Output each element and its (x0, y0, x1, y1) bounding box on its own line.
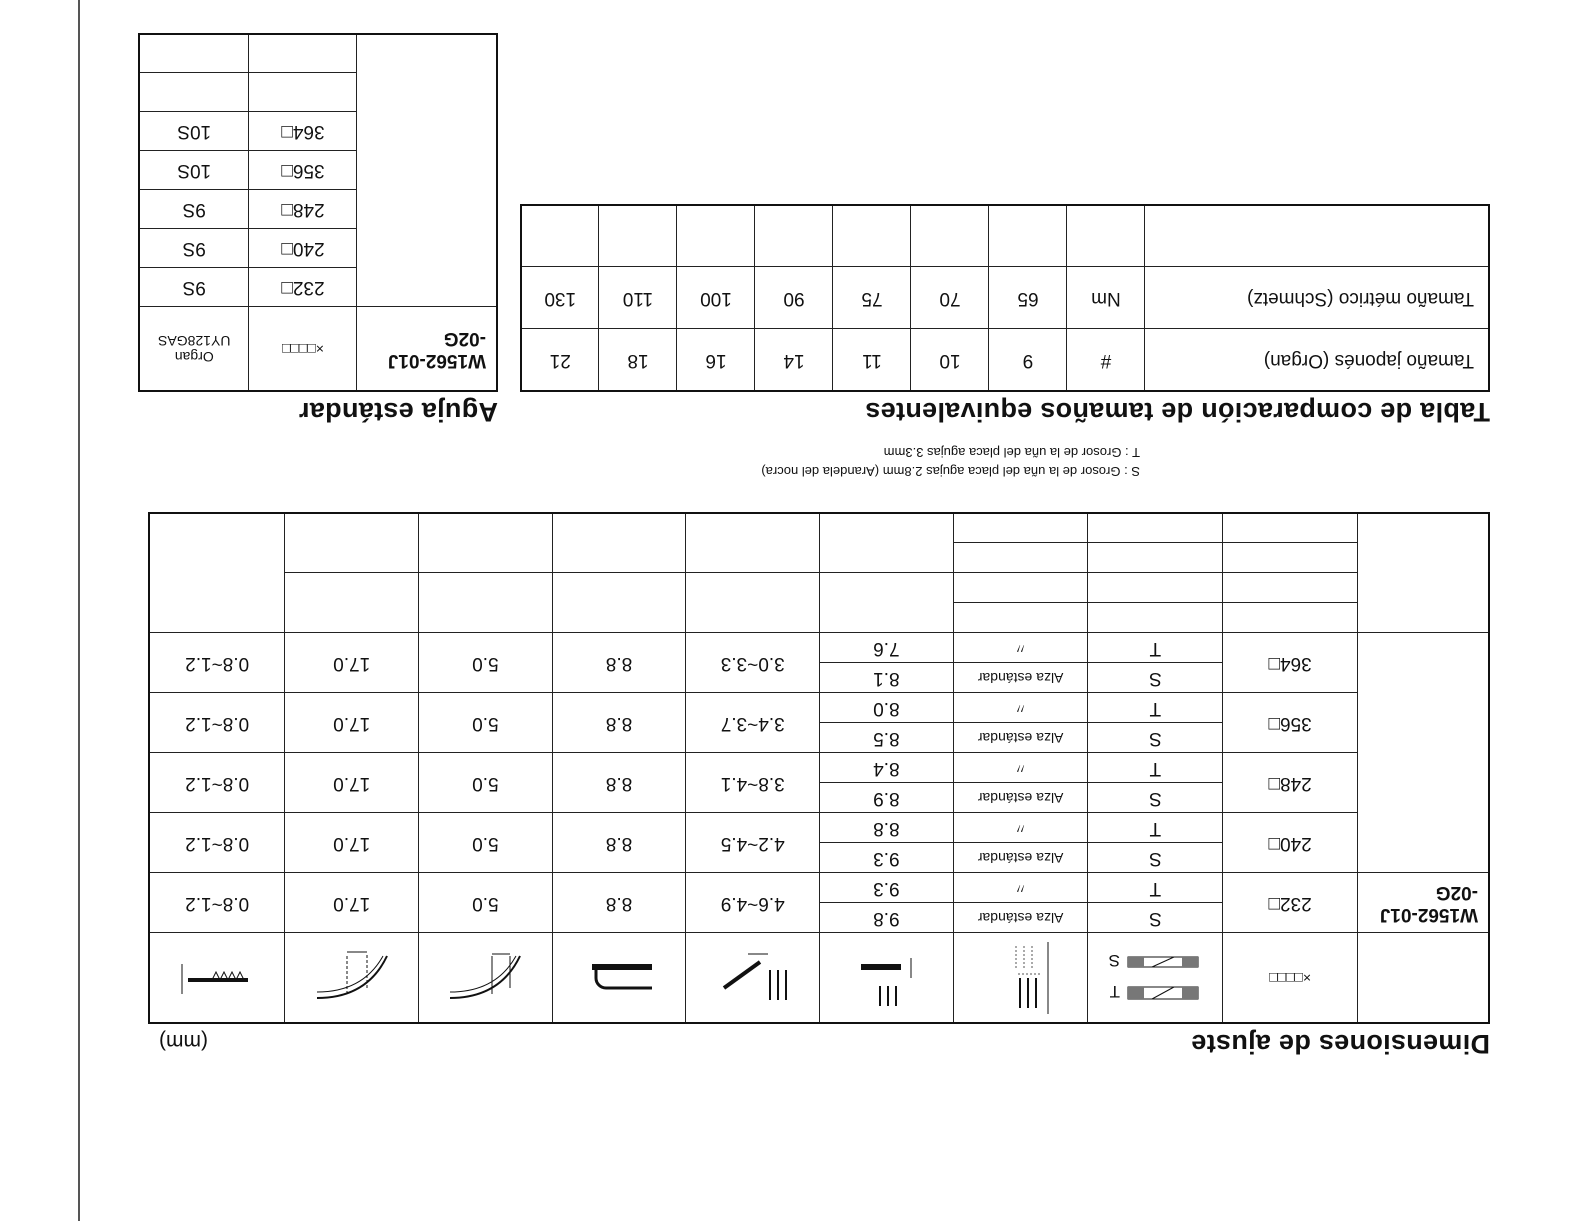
ditto: 〃 (953, 693, 1088, 723)
icon-looper-bend (552, 933, 686, 1023)
needle-value: 10S (139, 151, 249, 190)
binder-edge (0, 0, 80, 1221)
value-c5: 8.8 (552, 633, 686, 693)
lift-std: Alza estándar (953, 903, 1088, 933)
adjust-table (148, 512, 1490, 1024)
compare-metric-value: 90 (755, 267, 833, 329)
feed-dog-height-icon (162, 938, 272, 1018)
compare-jp-value: 10 (911, 329, 989, 391)
adjust-size-364: 364□ (1223, 633, 1358, 693)
t-label: T (1088, 813, 1223, 843)
blank-cell (599, 205, 677, 267)
lift-std: Alza estándar (953, 783, 1088, 813)
blank-cell (989, 205, 1067, 267)
blank-cell (249, 73, 357, 112)
value-c5: 8.8 (552, 873, 686, 933)
blank-cell (953, 543, 1088, 573)
compare-metric-value: 100 (677, 267, 755, 329)
compare-jp-label: Tamaño japonés (Organ) (1145, 329, 1489, 391)
model-blank (1357, 633, 1489, 873)
blank-cell (419, 513, 553, 573)
blank-cell (521, 205, 599, 267)
value-c6: 5.0 (419, 633, 553, 693)
blank-cell (1223, 513, 1358, 543)
blank-cell (820, 513, 954, 573)
blank-cell (1357, 513, 1489, 633)
value-c7: 17.0 (285, 813, 419, 873)
t-label: T (1088, 693, 1223, 723)
icon-plate-thickness (1088, 933, 1223, 1023)
ditto: 〃 (953, 813, 1088, 843)
svg-text:T: T (1109, 981, 1121, 1001)
s-label: S (1088, 663, 1223, 693)
icon-looper-distance (285, 933, 419, 1023)
compare-jp-head: # (1067, 329, 1145, 391)
icon-feed-height (820, 933, 954, 1023)
needle-size: 364□ (249, 112, 357, 151)
feed-height-icon (831, 938, 941, 1018)
needle-size: 240□ (249, 229, 357, 268)
compare-metric-value: 75 (833, 267, 911, 329)
compare-metric-value: 110 (599, 267, 677, 329)
value-c8: 0.8~1.2 (149, 693, 285, 753)
needle-value: 9S (139, 268, 249, 307)
blank-cell (139, 34, 249, 73)
lift-value: 8.9 (820, 783, 954, 813)
needle-value: 3.0~3.3 (686, 633, 820, 693)
lift-value: 7.6 (820, 633, 954, 663)
compare-jp-value: 14 (755, 329, 833, 391)
adjust-corner (1357, 933, 1489, 1023)
lift-height-icon (966, 938, 1076, 1018)
value-c7: 17.0 (285, 873, 419, 933)
value-c8: 0.8~1.2 (149, 813, 285, 873)
blank-cell (911, 205, 989, 267)
blank-cell (1088, 513, 1223, 543)
value-c5: 8.8 (552, 753, 686, 813)
needle-value: 3.4~3.7 (686, 693, 820, 753)
compare-jp-value: 18 (599, 329, 677, 391)
needle-table (138, 33, 498, 392)
plate-thickness-icon (1100, 943, 1210, 1013)
lift-std: Alza estándar (953, 663, 1088, 693)
needle-value: 9S (139, 229, 249, 268)
blank-cell (285, 573, 419, 633)
note-s: S : Grosor de la uña del placa agujas 2.8mm (Arandela del nocra) (761, 464, 1140, 479)
value-c7: 17.0 (285, 753, 419, 813)
note-t: T : Grosor de la uña del placa agujas 3.3mm (883, 445, 1140, 460)
icon-lift-height (953, 933, 1088, 1023)
needle-value: 4.2~4.5 (686, 813, 820, 873)
needle-brand: Organ UY128GAS (139, 307, 249, 391)
blank-cell (953, 513, 1088, 543)
adjust-size-240: 240□ (1223, 813, 1358, 873)
compare-title: Tabla de comparación de tamaños equivalentes (865, 397, 1490, 427)
t-label: T (1088, 753, 1223, 783)
looper-distance-icon (297, 938, 407, 1018)
needle-value: 3.8~4.1 (686, 753, 820, 813)
lift-std: Alza estándar (953, 723, 1088, 753)
blank-cell (249, 34, 357, 73)
blank-cell (686, 573, 820, 633)
blank-cell (552, 513, 686, 573)
lift-value: 8.5 (820, 723, 954, 753)
blank-cell (1223, 573, 1358, 603)
lift-value: 8.0 (820, 693, 954, 723)
ditto: 〃 (953, 633, 1088, 663)
lift-std: Alza estándar (953, 843, 1088, 873)
lift-value: 8.1 (820, 663, 954, 693)
lift-value: 9.3 (820, 843, 954, 873)
value-c6: 5.0 (419, 693, 553, 753)
blank-cell (833, 205, 911, 267)
blank-cell (820, 573, 954, 633)
lift-value: 9.8 (820, 903, 954, 933)
svg-text:S: S (1109, 950, 1121, 970)
blank-cell (1067, 205, 1145, 267)
blank-cell (1145, 205, 1489, 267)
blank-cell (1088, 543, 1223, 573)
t-label: T (1088, 633, 1223, 663)
blank-cell (139, 73, 249, 112)
compare-jp-value: 16 (677, 329, 755, 391)
compare-jp-value: 21 (521, 329, 599, 391)
looper-bend-icon (564, 938, 674, 1018)
looper-gauge-icon (430, 938, 540, 1018)
blank-cell (755, 205, 833, 267)
value-c6: 5.0 (419, 873, 553, 933)
needle-value: 10S (139, 112, 249, 151)
lift-value: 9.3 (820, 873, 954, 903)
blank-cell (677, 205, 755, 267)
blank-cell (953, 603, 1088, 633)
needle-title: Aguja estándar (298, 397, 498, 427)
blank-cell (1223, 603, 1358, 633)
blank-cell (285, 513, 419, 573)
value-c8: 0.8~1.2 (149, 753, 285, 813)
value-c6: 5.0 (419, 753, 553, 813)
compare-jp-value: 11 (833, 329, 911, 391)
needle-size: 248□ (249, 190, 357, 229)
needle-size-label: ×□□□□ (249, 307, 357, 391)
value-c7: 17.0 (285, 633, 419, 693)
value-c7: 17.0 (285, 693, 419, 753)
adjust-size-248: 248□ (1223, 753, 1358, 813)
icon-looper-gauge (419, 933, 553, 1023)
s-label: S (1088, 723, 1223, 753)
s-label: S (1088, 843, 1223, 873)
lift-value: 8.4 (820, 753, 954, 783)
compare-jp-value: 9 (989, 329, 1067, 391)
compare-metric-label: Tamaño métrico (Schmetz) (1145, 267, 1489, 329)
adjust-model: W1562-01J -02G (1357, 873, 1489, 933)
ditto: 〃 (953, 873, 1088, 903)
compare-table (520, 204, 1490, 392)
value-c5: 8.8 (552, 813, 686, 873)
adjust-size-label: ×□□□□ (1223, 933, 1358, 1023)
blank-cell (953, 573, 1088, 603)
value-c6: 5.0 (419, 813, 553, 873)
icon-feed-dog-height (149, 933, 285, 1023)
icon-needle-bar (686, 933, 820, 1023)
blank-cell (1088, 603, 1223, 633)
needle-blank (357, 34, 497, 307)
ditto: 〃 (953, 753, 1088, 783)
needle-model: W1562-01J -02G (357, 307, 497, 391)
needle-size: 232□ (249, 268, 357, 307)
blank-cell (686, 513, 820, 573)
needle-size: 356□ (249, 151, 357, 190)
compare-metric-head: Nm (1067, 267, 1145, 329)
adjust-title: Dimensiones de ajuste (1191, 1029, 1490, 1059)
adjust-unit: (mm) (159, 1030, 208, 1053)
value-c5: 8.8 (552, 693, 686, 753)
blank-cell (552, 573, 686, 633)
blank-cell (419, 573, 553, 633)
value-c8: 0.8~1.2 (149, 633, 285, 693)
needle-value: 9S (139, 190, 249, 229)
t-label: T (1088, 873, 1223, 903)
lift-value: 8.8 (820, 813, 954, 843)
adjust-size-356: 356□ (1223, 693, 1358, 753)
blank-cell (1223, 543, 1358, 573)
compare-metric-value: 65 (989, 267, 1067, 329)
s-label: S (1088, 783, 1223, 813)
needle-bar-icon (698, 938, 808, 1018)
compare-metric-value: 130 (521, 267, 599, 329)
s-label: S (1088, 903, 1223, 933)
adjust-size-232: 232□ (1223, 873, 1358, 933)
compare-metric-value: 70 (911, 267, 989, 329)
needle-value: 4.6~4.9 (686, 873, 820, 933)
value-c8: 0.8~1.2 (149, 873, 285, 933)
blank-cell (1088, 573, 1223, 603)
